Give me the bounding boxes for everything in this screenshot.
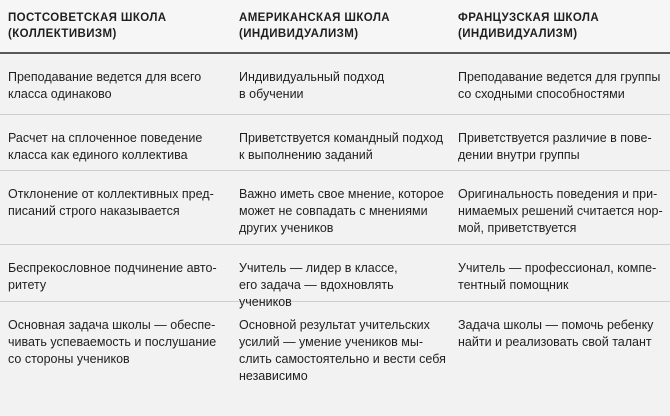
cell-line: нимаемых решений считается нор-: [458, 204, 663, 218]
cell-line: Задача школы — помочь ребенку: [458, 318, 654, 332]
header-title: АМЕРИКАНСКАЯ ШКОЛА: [239, 12, 391, 24]
cell-line: Индивидуальный подход: [239, 70, 385, 84]
cell-line: тентный помощник: [458, 278, 569, 292]
header-title: ПОСТСОВЕТСКАЯ ШКОЛА: [8, 12, 167, 24]
cell-line: Преподавание ведется для всего: [8, 70, 202, 84]
cell-line: к выполнению заданий: [239, 148, 373, 162]
cell-line: Беспрекословное подчинение авто-: [8, 261, 217, 275]
table-cell: [231, 115, 450, 170]
table-row: [0, 115, 670, 171]
cell-line: Расчет на сплоченное поведение: [8, 131, 203, 145]
table-cell: [450, 302, 670, 416]
header-title: ФРАНЦУЗСКАЯ ШКОЛА: [458, 12, 600, 24]
cell-line: его задача — вдохновлять: [239, 278, 394, 292]
cell-line: класса как единого коллектива: [8, 148, 188, 162]
cell-line: чивать успеваемость и послушание: [8, 335, 217, 349]
cell-line: независимо: [239, 369, 308, 383]
cell-line: Приветствуется командный подход: [239, 131, 444, 145]
cell-line: слить самостоятельно и вести себя: [239, 352, 446, 366]
cell-line: может не совпадать с мнениями: [239, 204, 428, 218]
cell-line: ритету: [8, 278, 47, 292]
table-cell: [450, 115, 670, 170]
table-cell: [0, 54, 231, 114]
table-cell: [450, 171, 670, 244]
table-row: [0, 245, 670, 309]
table-cell: [0, 245, 231, 301]
cell-line: Приветствуется различие в пове-: [458, 131, 652, 145]
cell-line: других учеников: [239, 221, 334, 235]
cell-line: Учитель — профессионал, компе-: [458, 261, 657, 275]
cell-line: дении внутри группы: [458, 148, 580, 162]
cell-line: Отклонение от коллективных пред-: [8, 187, 214, 201]
cell-line: Важно иметь свое мнение, которое: [239, 187, 444, 201]
cell-line: Оригинальность поведения и при-: [458, 187, 658, 201]
header-french-school: [450, 0, 670, 52]
table-cell: [0, 115, 231, 170]
table-cell: [0, 171, 231, 244]
table-cell: [0, 302, 231, 416]
table-header-row: [0, 0, 670, 54]
cell-line: со стороны учеников: [8, 352, 130, 366]
table-row: [0, 171, 670, 245]
cell-line: писаний строго наказывается: [8, 204, 180, 218]
header-subtitle: (КОЛЛЕКТИВИЗМ): [8, 28, 117, 40]
table-cell: [450, 54, 670, 114]
header-subtitle: (ИНДИВИДУАЛИЗМ): [458, 28, 578, 40]
cell-line: Учитель — лидер в классе,: [239, 261, 398, 275]
table-row: [0, 54, 670, 115]
header-subtitle: (ИНДИВИДУАЛИЗМ): [239, 28, 359, 40]
cell-line: Преподавание ведется для группы: [458, 70, 661, 84]
table-cell: [450, 245, 670, 301]
cell-line: в обучении: [239, 87, 304, 101]
cell-line: мой, приветствуется: [458, 221, 577, 235]
table-cell: [231, 171, 450, 244]
header-american-school: [231, 0, 450, 52]
cell-line: со сходными способностями: [458, 87, 625, 101]
cell-line: Основной результат учительских: [239, 318, 430, 332]
table-cell: [231, 302, 450, 416]
cell-line: найти и реализовать свой талант: [458, 335, 652, 349]
cell-line: усилий — умение учеников мы-: [239, 335, 424, 349]
table-cell: [231, 245, 450, 309]
header-postsoviet-school: [0, 0, 231, 52]
table-row: [0, 302, 670, 416]
cell-line: учеников: [239, 295, 292, 309]
cell-line: Основная задача школы — обеспе-: [8, 318, 216, 332]
table-cell: [231, 54, 450, 114]
cell-line: класса одинаково: [8, 87, 112, 101]
